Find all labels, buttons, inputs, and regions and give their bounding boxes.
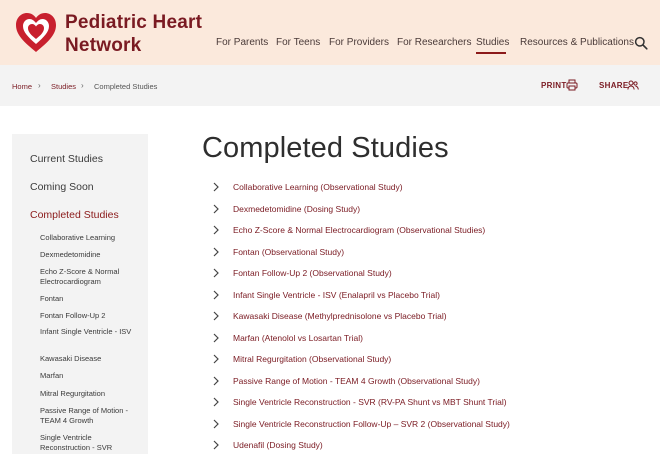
study-link[interactable]: Infant Single Ventricle - ISV (Enalapril vs Placebo Trial) [233,289,440,300]
study-row[interactable] [212,418,652,432]
study-link[interactable]: Fontan (Observational Study) [233,246,345,257]
nav-for-researchers[interactable]: For Researchers [397,37,472,48]
sidebar-sub-item[interactable]: Collaborative Learning [40,233,116,242]
chevron-right-icon[interactable] [212,182,220,192]
study-link[interactable]: Single Ventricle Reconstruction - SVR (RV-PA Shunt vs MBT Shunt Trial) [233,397,507,407]
share-button[interactable]: SHARE [599,81,629,90]
nav-for-providers[interactable]: For Providers [329,37,390,48]
study-link[interactable]: Marfan (Atenolol vs Losartan Trial) [233,332,363,343]
sidebar-sub-item[interactable]: Marfan [40,371,64,380]
search-icon[interactable] [634,36,648,50]
study-link[interactable]: Collaborative Learning (Observational Study) [233,182,403,192]
study-row[interactable] [212,289,652,303]
study-row[interactable] [212,267,652,281]
sidebar-completed-studies[interactable]: Completed Studies [30,209,119,221]
nav-active-underline [476,52,506,54]
sidebar-sub-item[interactable]: Infant Single Ventricle - ISV [40,327,132,336]
study-link[interactable]: Mitral Regurgitation (Observational Study) [233,354,392,364]
chevron-right-icon[interactable] [212,290,220,300]
nav-for-teens[interactable]: For Teens [276,37,321,48]
nav-resources-publications[interactable]: Resources & Publications [520,37,634,48]
nav-studies[interactable]: Studies [476,37,510,48]
chevron-right-icon[interactable] [212,225,220,235]
chevron-right-icon: › [38,81,41,90]
share-people-icon[interactable] [627,79,639,91]
sidebar-nav [12,134,148,454]
sidebar-sub-item[interactable]: Echo Z-Score & Normal Electrocardiogram [40,267,120,286]
chevron-right-icon[interactable] [212,354,220,364]
chevron-right-icon[interactable] [212,376,220,386]
study-row[interactable] [212,375,652,389]
sidebar-sub-item[interactable]: Fontan Follow-Up 2 [40,311,106,320]
study-row[interactable] [212,332,652,346]
sidebar-sub-item[interactable]: Mitral Regurgitation [40,389,106,398]
study-row[interactable] [212,181,652,195]
printer-icon[interactable] [566,79,578,91]
study-link[interactable]: Echo Z-Score & Normal Electrocardiogram (Observational Studies) [233,225,486,235]
study-row[interactable] [212,224,652,238]
breadcrumb-current: Completed Studies [94,82,158,91]
study-row[interactable] [212,439,652,453]
chevron-right-icon[interactable] [212,397,220,407]
study-row[interactable] [212,203,652,217]
chevron-right-icon[interactable] [212,247,220,257]
study-link[interactable]: Udenafil (Dosing Study) [233,440,323,450]
sidebar-sub-item[interactable]: Kawasaki Disease [40,354,102,363]
main-nav [0,37,660,53]
study-row[interactable] [212,246,652,260]
site-header [0,0,660,65]
chevron-right-icon[interactable] [212,440,220,450]
breadcrumb-home[interactable]: Home [12,82,33,91]
chevron-right-icon[interactable] [212,204,220,214]
nav-for-parents[interactable]: For Parents [216,37,269,48]
study-row[interactable] [212,310,652,324]
sidebar-sub-item[interactable]: Dexmedetomidine [40,250,101,259]
sidebar-sub-item[interactable]: Single Ventricle Reconstruction - SVR [40,433,113,452]
study-link[interactable]: Dexmedetomidine (Dosing Study) [233,203,361,214]
study-row[interactable] [212,353,652,367]
brand-line-2: Network [65,35,142,56]
breadcrumb-bar [0,65,660,106]
chevron-right-icon: › [81,81,84,90]
sidebar-current-studies[interactable]: Current Studies [30,153,103,165]
chevron-right-icon[interactable] [212,268,220,278]
study-row[interactable] [212,396,652,410]
study-link[interactable]: Passive Range of Motion - TEAM 4 Growth (Observational Study) [233,375,480,386]
study-link[interactable]: Single Ventricle Reconstruction Follow-Up – SVR 2 (Observational Study) [233,418,510,429]
page-title: Completed Studies [202,132,449,164]
brand-line-1: Pediatric Heart [65,12,203,33]
sidebar-sub-item[interactable]: Passive Range of Motion - TEAM 4 Growth [40,406,128,425]
study-link[interactable]: Kawasaki Disease (Methylprednisolone vs Placebo Trial) [233,311,447,321]
chevron-right-icon[interactable] [212,333,220,343]
chevron-right-icon[interactable] [212,311,220,321]
breadcrumb-studies[interactable]: Studies [51,82,77,91]
chevron-right-icon[interactable] [212,419,220,429]
study-link[interactable]: Fontan Follow-Up 2 (Observational Study) [233,268,392,278]
sidebar-coming-soon[interactable]: Coming Soon [30,181,94,193]
sidebar-sub-item[interactable]: Fontan [40,294,64,303]
print-button[interactable]: PRINT [541,81,567,90]
